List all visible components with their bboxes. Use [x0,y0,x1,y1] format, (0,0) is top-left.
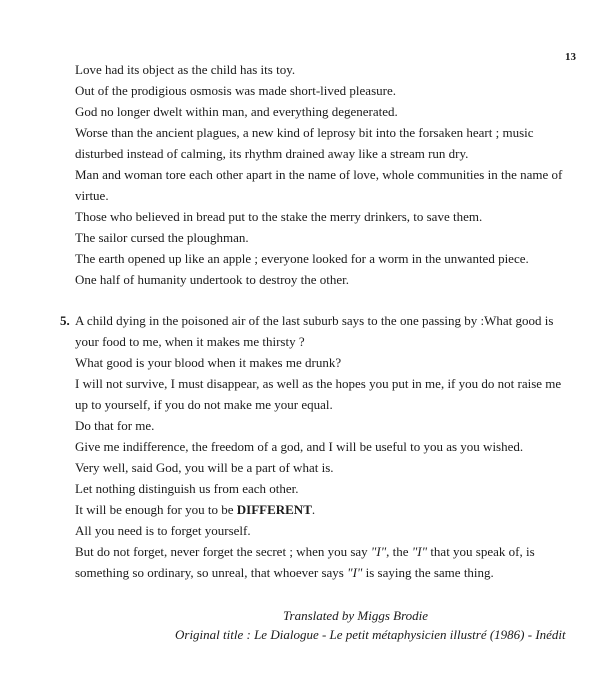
quoted-i: "I" [411,544,428,559]
text-line: Man and woman tore each other apart in the name of love, whole communities in the name of [75,167,563,182]
different-emphasis: DIFFERENT [236,502,312,517]
text-line: virtue. [75,188,109,203]
text-line: Worse than the ancient plagues, a new kind of leprosy bit into the forsaken heart ; music [75,125,534,140]
text-segment: is saying the same thing. [362,565,494,580]
text-line-different [75,502,315,518]
stanza-number: 5. [60,313,70,328]
text-line: Give me indifference, the freedom of a god, and I will be useful to you as you wished. [75,439,524,454]
text-line: One half of humanity undertook to destroy the other. [75,272,350,287]
quoted-i: "I" [347,565,363,580]
text-segment: that you speak of, is [427,544,535,559]
text-line-secret [75,544,535,560]
text-line: God no longer dwelt within man, and everything degenerated. [75,104,398,119]
text-line: Very well, said God, you will be a part of what is. [75,460,334,475]
text-line: Love had its object as the child has its toy. [75,62,296,77]
text-line: The earth opened up like an apple ; everyone looked for a worm in the unwanted piece. [75,251,529,266]
original-title-credit: Original title : Le Dialogue - Le petit métaphysicien illustré (1986) - Inédit [175,627,566,642]
text-line: I will not survive, I must disappear, as well as the hopes you put in me, if you do not raise me [75,376,562,391]
text-line: disturbed instead of calming, its rhythm drained away like a stream run dry. [75,146,469,161]
page-number: 13 [565,51,576,63]
text-line: All you need is to forget yourself. [75,523,251,538]
text-line: Let nothing distinguish us from each other. [75,481,299,496]
text-line: Those who believed in bread put to the stake the merry drinkers, to save them. [75,209,483,224]
text-line: What good is your blood when it makes me drunk? [75,355,342,370]
text-segment: But do not forget, never forget the secret ; when you say [75,544,371,559]
text-line: A child dying in the poisoned air of the last suburb says to the one passing by :What good is [75,313,554,328]
text-line: Do that for me. [75,418,155,433]
text-line: your food to me, when it makes me thirsty ? [75,334,305,349]
text-line: The sailor cursed the ploughman. [75,230,249,245]
translator-credit: Translated by Miggs Brodie [283,608,429,623]
text-segment: . [311,502,316,517]
text-segment: , the [386,544,412,559]
text-segment: It will be enough for you to be [75,502,237,517]
quoted-i: "I" [370,544,387,559]
text-line: up to yourself, if you do not make me your equal. [75,397,333,412]
text-line-ordinary [75,565,494,581]
text-segment: something so ordinary, so unreal, that whoever says [75,565,348,580]
text-line: Out of the prodigious osmosis was made short-lived pleasure. [75,83,396,98]
